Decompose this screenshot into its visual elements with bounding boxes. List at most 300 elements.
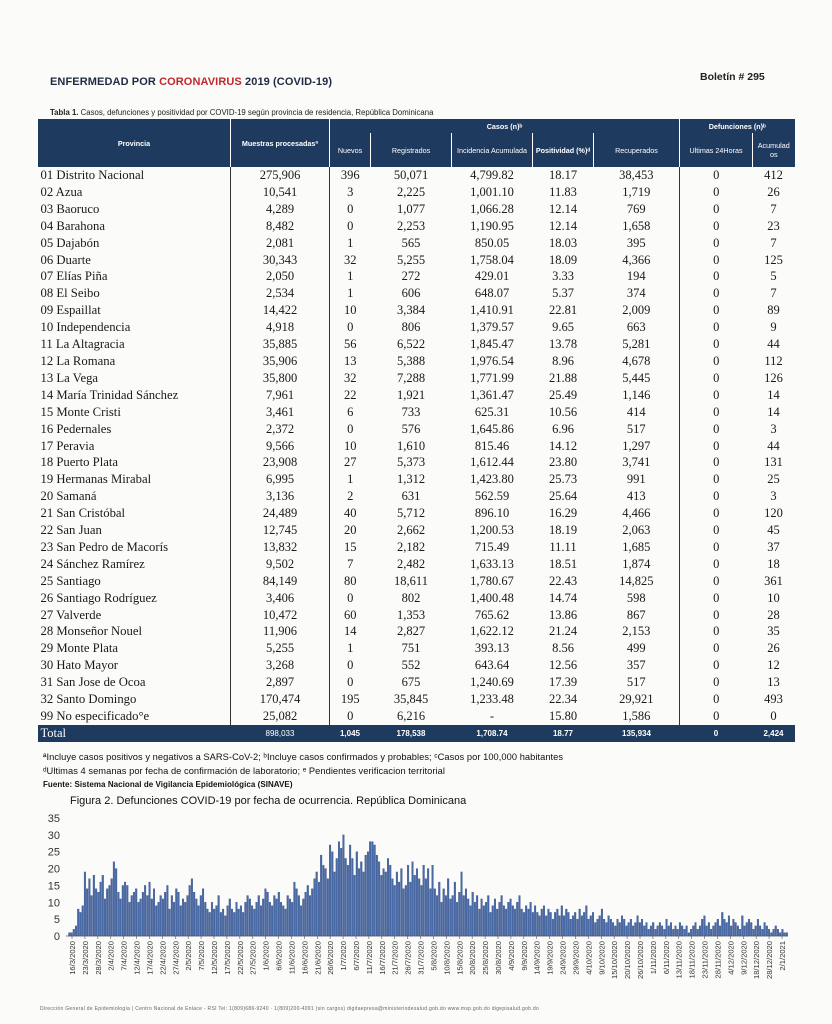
bar (102, 875, 104, 936)
bar (189, 885, 191, 936)
cell-registrados: 2,482 (396, 556, 426, 571)
cell-recuperados: 1,297 (622, 438, 651, 453)
bar (739, 929, 741, 936)
cell-incidencia: 1,780.67 (470, 573, 514, 588)
table-caption-label: Tabla 1. (50, 108, 79, 117)
bar (126, 885, 128, 936)
cell-provincia: 19 Hermanas Mirabal (40, 472, 152, 487)
bar (706, 926, 708, 936)
bar (733, 919, 735, 936)
bar (104, 899, 106, 936)
cell-muestras: 275,906 (231, 167, 330, 184)
cell-muestras: 170,474 (231, 691, 330, 708)
x-tick-label: 7/4/2020 (119, 941, 129, 971)
x-tick-label: 11/7/2020 (364, 941, 374, 975)
bar (93, 875, 95, 936)
cell-positividad: 22.34 (548, 692, 578, 707)
cell-provincia: 30 Hato Mayor (40, 658, 119, 673)
cell-nuevos: 2 (330, 488, 371, 505)
cell-nuevos: 13 (330, 353, 371, 370)
cell-registrados: 2,182 (396, 539, 426, 554)
cell-incidencia: 648.07 (474, 286, 510, 301)
bar (238, 909, 240, 936)
cell-positividad: 21.88 (548, 370, 578, 385)
bar (269, 902, 271, 936)
cell-positividad: 18.19 (548, 523, 578, 538)
bar (692, 926, 694, 936)
bar (173, 902, 175, 936)
total-provincia: Total (38, 725, 231, 742)
table-row (38, 167, 795, 184)
bar (421, 885, 423, 936)
cell-muestras: 2,050 (231, 268, 330, 285)
bar (775, 926, 777, 936)
cell-ultimas-24h: 0 (680, 302, 753, 319)
cell-positividad: 8.56 (552, 641, 574, 656)
bar (111, 879, 113, 936)
bar (309, 896, 311, 936)
cell-nuevos: 40 (330, 505, 371, 522)
cell-nuevos: 10 (330, 438, 371, 455)
bar (619, 923, 621, 936)
cell-acumulados: 125 (764, 252, 783, 267)
cell-incidencia: 1,190.95 (470, 218, 514, 233)
cell-ultimas-24h: 0 (680, 438, 753, 455)
cell-nuevos: 6 (330, 404, 371, 421)
bar (231, 909, 233, 936)
cell-provincia: 25 Santiago (40, 573, 101, 588)
cell-incidencia: 1,066.28 (470, 201, 514, 216)
cell-ultimas-24h: 0 (680, 607, 753, 624)
cell-incidencia: 562.59 (474, 489, 510, 504)
bar (637, 916, 639, 936)
bar (242, 912, 244, 936)
bar (372, 842, 374, 936)
x-tick-label: 21/6/2020 (313, 941, 323, 975)
cell-acumulados: 26 (767, 184, 780, 199)
bar (129, 902, 131, 936)
x-tick-label: 6/11/2020 (661, 941, 671, 975)
cell-recuperados: 663 (626, 320, 646, 335)
cell-muestras: 4,289 (231, 201, 330, 218)
cell-incidencia: 1,233.48 (470, 692, 514, 707)
cell-nuevos: 7 (330, 556, 371, 573)
bar (713, 926, 715, 936)
bar (755, 926, 757, 936)
cell-recuperados: 867 (626, 607, 646, 622)
cell-acumulados: 44 (767, 337, 780, 352)
bar (670, 923, 672, 936)
bar (300, 906, 302, 936)
bar (398, 882, 400, 936)
bar (543, 906, 545, 936)
bar (193, 892, 195, 936)
cases-table (37, 119, 795, 742)
cell-muestras: 3,268 (231, 657, 330, 674)
cell-provincia: 22 San Juan (40, 523, 102, 538)
bar (630, 919, 632, 936)
cell-incidencia: 1,845.47 (470, 337, 514, 352)
x-tick-label: 21/7/2020 (390, 941, 400, 975)
title-highlight: CORONAVIRUS (159, 76, 242, 88)
cell-acumulados: 9 (770, 320, 777, 335)
bar (135, 889, 137, 936)
bar (525, 906, 527, 936)
bar (617, 919, 619, 936)
y-tick-label: 15 (47, 880, 60, 893)
bar (643, 926, 645, 936)
bar (191, 879, 193, 936)
bar (291, 902, 293, 936)
x-tick-label: 15/10/2020 (610, 941, 620, 980)
bar (334, 872, 336, 936)
bar (327, 879, 329, 936)
bar (668, 926, 670, 936)
table-row (38, 387, 795, 404)
cell-ultimas-24h: 0 (680, 657, 753, 674)
bar (465, 889, 467, 936)
bar (565, 909, 567, 936)
footnote-1: ªIncluye casos positivos y negativos a SARS-CoV-2; ᵇIncluye casos confirmados y probables; ᶜCasos por 100,000 habitantes (43, 752, 564, 762)
cell-provincia: 01 Distrito Nacional (40, 168, 145, 182)
cell-incidencia: 4,799.82 (470, 168, 514, 182)
bar (89, 879, 91, 936)
bar (320, 855, 322, 936)
bar (608, 916, 610, 936)
cell-acumulados: 7 (770, 201, 777, 216)
cell-muestras: 5,255 (231, 640, 330, 657)
cell-acumulados: 14 (767, 387, 780, 402)
cell-muestras: 2,372 (231, 421, 330, 438)
cell-positividad: 14.12 (548, 438, 578, 453)
bar (245, 902, 247, 936)
cell-ultimas-24h: 0 (680, 454, 753, 471)
bar (445, 896, 447, 936)
bar (378, 862, 380, 936)
bar (289, 899, 291, 936)
bar (708, 923, 710, 936)
bar (559, 916, 561, 936)
cell-nuevos: 0 (330, 674, 371, 691)
y-tick-label: 30 (47, 829, 60, 842)
bar (220, 912, 222, 936)
header-provincia: Provincia (38, 119, 231, 167)
cell-recuperados: 4,366 (622, 252, 651, 267)
bar (730, 926, 732, 936)
table-row (38, 404, 795, 421)
cell-incidencia: 1,645.86 (470, 421, 514, 436)
cell-positividad: 18.09 (548, 252, 578, 267)
bar (507, 902, 509, 936)
cell-muestras: 14,422 (231, 302, 330, 319)
cell-recuperados: 3,741 (622, 455, 651, 470)
cell-muestras: 3,136 (231, 488, 330, 505)
bar (236, 902, 238, 936)
cell-ultimas-24h: 0 (680, 556, 753, 573)
bar (621, 916, 623, 936)
bar (142, 892, 144, 936)
cell-acumulados: 3 (770, 421, 777, 436)
cell-incidencia: 643.64 (474, 658, 510, 673)
bar (380, 875, 382, 936)
cell-positividad: 17.39 (548, 675, 578, 690)
cell-nuevos: 80 (330, 573, 371, 590)
cell-provincia: 24 Sánchez Ramírez (40, 556, 145, 571)
bar (735, 923, 737, 936)
bar (196, 899, 198, 936)
bar (485, 902, 487, 936)
cell-ultimas-24h: 0 (680, 268, 753, 285)
bar (704, 916, 706, 936)
bar (759, 926, 761, 936)
x-tick-label: 25/8/2020 (481, 941, 491, 975)
bar (724, 919, 726, 936)
bar (133, 892, 135, 936)
cell-nuevos: 0 (330, 218, 371, 235)
cell-acumulados: 25 (767, 472, 780, 487)
bar (561, 906, 563, 936)
bar (358, 869, 360, 936)
bar (120, 899, 122, 936)
bar (536, 912, 538, 936)
cell-muestras: 10,541 (231, 184, 330, 201)
cell-muestras: 30,343 (231, 252, 330, 269)
bar (418, 879, 420, 936)
bar (490, 912, 492, 936)
bar (187, 896, 189, 936)
cell-provincia: 08 El Seibo (40, 286, 100, 301)
cell-provincia: 10 Independencia (40, 320, 131, 335)
bar (456, 902, 458, 936)
bar (253, 909, 255, 936)
footnote-2: ᵈUltimas 4 semanas por fecha de confirmación de laboratorio; ᵉ Pendientes verificacion territorial (43, 766, 446, 776)
table-row (38, 623, 795, 640)
cell-provincia: 28 Monseñor Nouel (40, 624, 142, 639)
bar (412, 862, 414, 936)
cell-recuperados: 1,685 (622, 539, 651, 554)
bar (115, 869, 117, 936)
bar (311, 889, 313, 936)
cell-muestras: 84,149 (231, 573, 330, 590)
cell-muestras: 24,489 (231, 505, 330, 522)
bar (548, 909, 550, 936)
x-tick-label: 6/7/2020 (352, 941, 361, 971)
table-row (38, 640, 795, 657)
bar (686, 926, 688, 936)
bar (443, 889, 445, 936)
cell-registrados: 2,662 (396, 523, 426, 538)
bar (84, 872, 86, 936)
table-row (38, 691, 795, 708)
cell-recuperados: 499 (626, 641, 646, 656)
bar (474, 902, 476, 936)
x-tick-label: 1/11/2020 (648, 941, 658, 975)
cell-ultimas-24h: 0 (680, 336, 753, 353)
cell-positividad: 18.03 (548, 235, 578, 250)
cell-positividad: 8.96 (552, 353, 574, 368)
cell-muestras: 7,961 (231, 387, 330, 404)
y-tick-label: 10 (47, 897, 60, 910)
cell-muestras: 2,897 (231, 674, 330, 691)
x-tick-label: 9/9/2020 (519, 941, 529, 971)
bar (158, 902, 160, 936)
bar (528, 909, 530, 936)
table-row (38, 708, 795, 725)
bar (612, 923, 614, 936)
cell-incidencia: 765.62 (474, 607, 510, 622)
bar (233, 912, 235, 936)
x-tick-label: 12/4/2020 (132, 941, 142, 975)
cell-nuevos: 32 (330, 252, 371, 269)
cell-incidencia: 393.13 (474, 641, 510, 656)
bar (140, 899, 142, 936)
cell-ultimas-24h: 0 (680, 235, 753, 252)
cell-recuperados: 1,719 (622, 184, 651, 199)
bar (606, 923, 608, 936)
cell-muestras: 12,745 (231, 522, 330, 539)
cell-provincia: 29 Monte Plata (40, 641, 119, 656)
cell-recuperados: 4,678 (622, 353, 651, 368)
x-tick-label: 16/6/2020 (300, 941, 310, 975)
bar (340, 848, 342, 936)
cell-recuperados: 517 (626, 421, 646, 436)
x-tick-label: 6/6/2020 (274, 941, 284, 971)
cell-acumulados: 18 (767, 556, 780, 571)
bar (325, 869, 327, 936)
page-footer: Dirección General de Epidemiología | Centro Nacional de Enlace - RSI Tel: 1(809)686-9240 · 1(809)200-4091 (sin cargos) digitaepresa@ministeriodesalud.gob.do www.msp.gob.do digepisalud.gob.do (40, 1006, 540, 1012)
cell-registrados: 7,288 (396, 370, 426, 385)
cell-ultimas-24h: 0 (680, 285, 753, 302)
cell-registrados: 5,255 (396, 252, 426, 267)
cell-incidencia: 1,423.80 (470, 472, 514, 487)
bar (363, 872, 365, 936)
cell-nuevos: 0 (330, 657, 371, 674)
x-tick-label: 1/6/2020 (261, 941, 271, 971)
bar (80, 912, 82, 936)
bar (423, 865, 425, 936)
bar (494, 899, 496, 936)
table-row (38, 201, 795, 218)
cell-provincia: 12 La Romana (40, 353, 116, 368)
table-row (38, 438, 795, 455)
cell-ultimas-24h: 0 (680, 522, 753, 539)
cell-ultimas-24h: 0 (680, 708, 753, 725)
bar (599, 916, 601, 936)
bar (650, 926, 652, 936)
cell-nuevos: 15 (330, 539, 371, 556)
cell-incidencia: 1,410.91 (470, 303, 514, 318)
cell-positividad: 12.14 (548, 218, 578, 233)
header-incidencia: Incidencia Acumulada (452, 133, 533, 167)
bar (748, 919, 750, 936)
cell-nuevos: 1 (330, 268, 371, 285)
bar (369, 842, 371, 936)
bar (247, 896, 249, 936)
cell-incidencia: 429.01 (474, 269, 510, 284)
cell-incidencia: 1,379.57 (470, 320, 514, 335)
bar (479, 909, 481, 936)
cell-incidencia: 1,200.53 (470, 523, 514, 538)
bar (414, 875, 416, 936)
table-row (38, 539, 795, 556)
cell-nuevos: 1 (330, 640, 371, 657)
x-tick-label: 2/1/2021 (778, 941, 787, 971)
cell-positividad: 10.56 (548, 404, 578, 419)
bar (545, 916, 547, 936)
bar (659, 923, 661, 936)
cell-nuevos: 1 (330, 285, 371, 302)
bar (695, 923, 697, 936)
x-tick-label: 4/10/2020 (584, 941, 594, 975)
total-muestras: 898,033 (231, 725, 330, 742)
cell-incidencia: 1,622.12 (470, 624, 514, 639)
cell-registrados: 5,388 (396, 353, 426, 368)
bar (750, 923, 752, 936)
cell-nuevos: 0 (330, 590, 371, 607)
cell-positividad: 12.56 (548, 658, 578, 673)
cell-positividad: 11.83 (549, 184, 577, 199)
bar (216, 906, 218, 936)
bar (779, 933, 781, 936)
x-tick-label: 17/4/2020 (145, 941, 155, 975)
bar (438, 882, 440, 936)
cell-registrados: 18,611 (394, 573, 428, 588)
cell-positividad: 18.17 (548, 168, 578, 182)
bar (501, 896, 503, 936)
bar (458, 892, 460, 936)
bar (661, 926, 663, 936)
bar (639, 923, 641, 936)
cell-nuevos: 195 (330, 691, 371, 708)
title-part: 2019 (COVID-19) (241, 76, 333, 88)
source-note: Fuente: Sistema Nacional de Vigilancia Epidemiológica (SINAVE) (43, 780, 293, 789)
table-row (38, 302, 795, 319)
bar (401, 869, 403, 936)
header-ultimas-24h: Ultimas 24Horas (680, 133, 753, 167)
bar (679, 923, 681, 936)
bar (434, 889, 436, 936)
bar (155, 906, 157, 936)
cell-registrados: 6,522 (396, 337, 426, 352)
cell-ultimas-24h: 0 (680, 387, 753, 404)
table-row (38, 505, 795, 522)
cell-muestras: 2,534 (231, 285, 330, 302)
y-tick-label: 5 (53, 914, 60, 927)
bar (552, 919, 554, 936)
cell-muestras: 35,906 (231, 353, 330, 370)
bar (641, 919, 643, 936)
cell-acumulados: 12 (767, 658, 780, 673)
bar (652, 923, 654, 936)
cell-incidencia: 1,001.10 (470, 184, 514, 199)
x-tick-label: 27/5/2020 (248, 941, 258, 975)
bar (597, 919, 599, 936)
table-row (38, 285, 795, 302)
bar (534, 906, 536, 936)
x-tick-label: 20/10/2020 (623, 941, 633, 980)
bar (777, 929, 779, 936)
bar (271, 906, 273, 936)
cell-registrados: 1,610 (396, 438, 426, 453)
y-tick-label: 0 (53, 931, 60, 943)
cell-incidencia: 625.31 (474, 404, 510, 419)
cell-acumulados: 0 (770, 709, 777, 723)
bar (91, 896, 93, 936)
bar (710, 929, 712, 936)
figure-title: Figura 2. Defunciones COVID-19 por fecha de ocurrencia. República Dominicana (70, 795, 467, 807)
bar (331, 852, 333, 936)
table-row (38, 471, 795, 488)
